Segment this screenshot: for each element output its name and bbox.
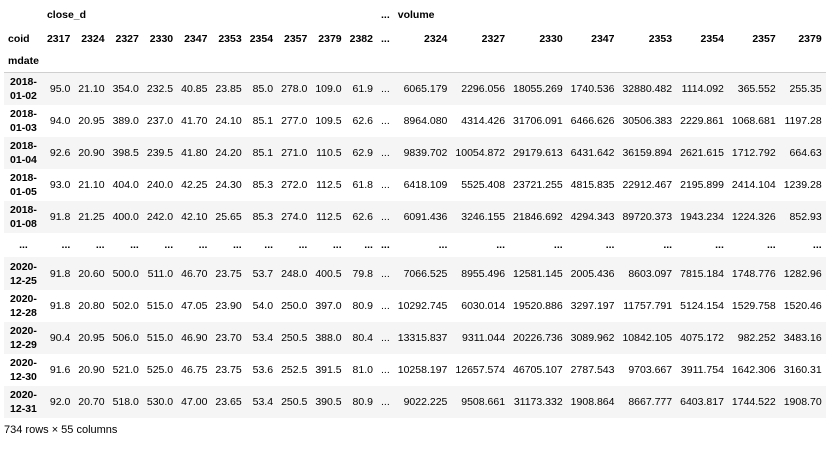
cell-close: 248.0 [281, 267, 308, 280]
cell-close: 277.0 [281, 114, 308, 127]
cell-volume: 1068.681 [731, 114, 776, 127]
cell-close: 53.6 [252, 364, 274, 377]
cell-volume: 5525.408 [461, 179, 506, 192]
group-header-ellipsis: ... [380, 8, 390, 21]
column-header-close: 2357 [283, 32, 308, 45]
cell-close: 242.0 [146, 211, 174, 224]
cell-close: 20.70 [78, 396, 105, 409]
cell-volume: 9508.661 [461, 396, 506, 409]
cell-volume: 36159.894 [622, 146, 673, 159]
header-row-index-name [4, 50, 826, 73]
cell-volume: 6065.179 [403, 82, 448, 95]
cell-close: ... [364, 239, 373, 252]
column-header-volume: 2357 [752, 32, 776, 45]
cell-ellipsis: ... [380, 82, 390, 95]
cell-close: 250.5 [281, 396, 308, 409]
table-row [4, 257, 826, 289]
index-name-label: mdate [8, 55, 39, 67]
cell-volume: 6418.109 [403, 179, 448, 192]
cell-close: 42.25 [181, 179, 208, 192]
cell-volume: 7066.525 [403, 267, 448, 280]
cell-volume: ... [605, 239, 615, 252]
cell-ellipsis: ... [380, 267, 390, 280]
cell-volume: 1744.522 [731, 396, 776, 409]
cell-volume: 1529.758 [731, 299, 776, 312]
cell-volume: 8667.777 [628, 396, 673, 409]
cell-volume: 22912.467 [622, 179, 673, 192]
cell-volume: 18055.269 [513, 82, 563, 95]
cell-volume: 2005.436 [570, 267, 615, 280]
cell-volume: 29179.613 [513, 146, 563, 159]
column-header-volume: 2354 [700, 32, 724, 45]
cell-close: 502.0 [112, 299, 139, 312]
cell-close: 400.5 [315, 267, 342, 280]
cell-volume: ... [496, 239, 506, 252]
cell-volume: 1520.46 [783, 299, 822, 312]
cell-close: 511.0 [147, 267, 174, 280]
cell-close: 232.5 [146, 82, 174, 95]
cell-close: 515.0 [146, 299, 174, 312]
cell-close: 91.8 [49, 299, 71, 312]
cell-close: 21.10 [78, 82, 105, 95]
cell-close: 92.6 [49, 146, 71, 159]
column-header-close: 2330 [149, 32, 174, 45]
cell-close: 90.4 [49, 331, 71, 344]
header-corner [4, 2, 43, 27]
column-header-close: 2379 [318, 32, 342, 45]
cell-close: 41.70 [181, 114, 208, 127]
cell-volume: 10842.105 [622, 331, 673, 344]
cell-volume: 19520.886 [513, 299, 563, 312]
cell-close: 391.5 [315, 364, 342, 377]
cell-volume: 3246.155 [461, 211, 506, 224]
cell-volume: 664.63 [789, 146, 822, 159]
row-index-date: 2020-12-29 [10, 324, 37, 351]
cell-volume: 6403.817 [680, 396, 724, 409]
cell-volume: 1943.234 [680, 211, 724, 224]
cell-close: 23.65 [215, 396, 242, 409]
cell-volume: 9311.044 [462, 331, 506, 344]
cell-close: 80.4 [352, 331, 373, 344]
header-row-groups [4, 2, 826, 27]
cell-ellipsis: ... [380, 299, 390, 312]
cell-close: ... [164, 239, 174, 252]
cell-close: 109.5 [315, 114, 342, 127]
column-header-volume: 2379 [798, 32, 822, 45]
cell-volume: 1740.536 [570, 82, 615, 95]
cell-volume: 8955.496 [461, 267, 506, 280]
cell-ellipsis: ... [380, 211, 390, 224]
cell-close: 252.5 [281, 364, 308, 377]
cell-volume: 31173.332 [513, 396, 563, 409]
cell-close: 272.0 [281, 179, 308, 192]
cell-volume: 89720.373 [622, 211, 673, 224]
cell-volume: 3297.197 [570, 299, 615, 312]
cell-close: 109.0 [315, 82, 342, 95]
cell-volume: 3160.31 [783, 364, 822, 377]
table-row [4, 290, 826, 322]
table-row [4, 201, 826, 233]
column-header-close: 2324 [81, 32, 105, 45]
cell-close: 91.8 [49, 267, 71, 280]
shape-summary: 734 rows × 55 columns [4, 424, 118, 436]
cell-close: 80.9 [352, 299, 373, 312]
cell-volume: 8603.097 [628, 267, 673, 280]
column-header-ellipsis: ... [380, 32, 390, 45]
cell-ellipsis: ... [380, 179, 390, 192]
cell-close: 46.75 [181, 364, 208, 377]
cell-close: 389.0 [112, 114, 139, 127]
cell-volume: 10258.197 [397, 364, 448, 377]
cell-close: 398.5 [112, 146, 139, 159]
cell-volume: ... [663, 239, 673, 252]
cell-close: 23.90 [215, 299, 242, 312]
cell-volume: 3483.16 [783, 331, 822, 344]
cell-volume: ... [766, 239, 776, 252]
cell-close: 240.0 [146, 179, 174, 192]
cell-close: 388.0 [315, 331, 342, 344]
row-index-date: 2018-01-04 [10, 139, 37, 166]
cell-volume: 31706.091 [513, 114, 563, 127]
cell-volume: 23721.255 [513, 179, 563, 192]
cell-volume: 3911.754 [680, 364, 724, 377]
cell-close: 41.80 [181, 146, 208, 159]
cell-close: ... [332, 239, 342, 252]
table-body [4, 73, 826, 419]
cell-close: 112.5 [316, 179, 342, 192]
cell-close: 354.0 [112, 82, 139, 95]
cell-volume: ... [553, 239, 563, 252]
cell-close: 85.3 [252, 179, 274, 192]
cell-close: 20.60 [78, 267, 105, 280]
cell-close: 80.9 [352, 396, 373, 409]
cell-volume: 21846.692 [513, 211, 563, 224]
cell-close: 53.4 [252, 396, 274, 409]
cell-close: 390.5 [315, 396, 342, 409]
cell-close: 79.8 [352, 267, 373, 280]
cell-close: 94.0 [49, 114, 71, 127]
cell-close: 112.5 [316, 211, 342, 224]
cell-close: 25.65 [215, 211, 242, 224]
cell-close: 20.95 [78, 331, 105, 344]
cell-volume: 1224.326 [731, 211, 776, 224]
cell-close: 53.7 [252, 267, 274, 280]
cell-close: 24.10 [215, 114, 242, 127]
cell-volume: 2296.056 [461, 82, 506, 95]
cell-close: 23.75 [215, 364, 242, 377]
table-row [4, 137, 826, 169]
cell-close: ... [130, 239, 139, 252]
cell-close: 23.70 [215, 331, 242, 344]
cell-volume: 2229.861 [680, 114, 724, 127]
cell-close: ... [95, 239, 105, 252]
cell-close: 521.0 [112, 364, 139, 377]
cell-volume: 1908.70 [783, 396, 822, 409]
cell-close: 21.10 [78, 179, 105, 192]
cell-close: 404.0 [112, 179, 139, 192]
cell-volume: 1114.092 [681, 82, 724, 95]
cell-close: 93.0 [49, 179, 71, 192]
cell-close: 46.90 [181, 331, 208, 344]
cell-close: 46.70 [181, 267, 208, 280]
cell-close: 237.0 [146, 114, 174, 127]
cell-volume: 1282.96 [783, 267, 822, 280]
cell-close: 62.6 [352, 114, 373, 127]
cell-volume: 12657.574 [455, 364, 506, 377]
cell-close: 91.6 [49, 364, 71, 377]
cell-ellipsis: ... [380, 146, 390, 159]
cell-volume: 1748.776 [731, 267, 776, 280]
cell-close: 85.1 [252, 146, 274, 159]
cell-close: 62.9 [352, 146, 373, 159]
cell-close: 81.0 [352, 364, 373, 377]
table-row [4, 105, 826, 137]
cell-close: 250.5 [281, 331, 308, 344]
cell-volume: 2621.615 [680, 146, 724, 159]
cell-volume: 12581.145 [513, 267, 563, 280]
table-row [4, 386, 826, 418]
cell-close: 400.0 [112, 211, 139, 224]
cell-close: 23.75 [215, 267, 242, 280]
cell-volume: 2195.899 [680, 179, 724, 192]
cell-close: 506.0 [112, 331, 139, 344]
table-row [4, 354, 826, 386]
cell-volume: 2414.104 [731, 179, 776, 192]
row-index-date: 2020-12-28 [10, 292, 37, 319]
table-row [4, 73, 826, 105]
row-index-date: 2020-12-30 [10, 357, 37, 384]
column-header-volume: 2353 [648, 32, 673, 45]
cell-close: 278.0 [281, 82, 308, 95]
cell-close: 271.0 [281, 146, 308, 159]
column-header-close: 2347 [184, 32, 208, 45]
cell-volume: ... [812, 239, 822, 252]
cell-volume: 7815.184 [680, 267, 724, 280]
cell-close: 274.0 [281, 211, 308, 224]
cell-close: 54.0 [252, 299, 274, 312]
cell-close: 500.0 [112, 267, 139, 280]
cell-close: 20.90 [78, 146, 105, 159]
cell-volume: 4294.343 [570, 211, 615, 224]
cell-volume: 6466.626 [570, 114, 615, 127]
cell-close: 42.10 [181, 211, 208, 224]
dataframe-table [4, 2, 826, 418]
cell-volume: 852.93 [789, 211, 822, 224]
column-header-volume: 2327 [481, 32, 506, 45]
row-index-date: 2018-01-02 [10, 75, 37, 102]
cell-close: 62.6 [352, 211, 373, 224]
cell-volume: 6091.436 [403, 211, 448, 224]
row-index-date: 2020-12-25 [10, 260, 37, 287]
table-row [4, 322, 826, 354]
cell-volume: 9703.667 [628, 364, 673, 377]
cell-close: 250.0 [281, 299, 308, 312]
cell-close: 239.5 [146, 146, 174, 159]
cell-close: 20.95 [78, 114, 105, 127]
cell-close: 21.25 [78, 211, 105, 224]
header-row-columns [4, 27, 826, 50]
cell-volume: 13315.837 [397, 331, 448, 344]
cell-volume: 30506.383 [622, 114, 673, 127]
cell-close: 397.0 [315, 299, 342, 312]
column-header-close: 2353 [218, 32, 242, 45]
cell-ellipsis: ... [380, 364, 390, 377]
column-header-volume: 2330 [539, 32, 563, 45]
row-index-date: ... [19, 239, 28, 252]
cell-volume: 9839.702 [403, 146, 448, 159]
cell-volume: 46705.107 [513, 364, 563, 377]
cell-volume: 2787.543 [570, 364, 615, 377]
cell-close: 24.20 [215, 146, 242, 159]
cell-close: ... [298, 239, 308, 252]
cell-close: 23.85 [215, 82, 242, 95]
cell-close: 24.30 [215, 179, 242, 192]
cell-close: 20.90 [78, 364, 105, 377]
table-row [4, 169, 826, 201]
cell-close: 47.05 [181, 299, 208, 312]
cell-volume: 32880.482 [622, 82, 673, 95]
cell-close: ... [61, 239, 71, 252]
column-header-close: 2354 [249, 32, 274, 45]
cell-volume: 1712.792 [731, 146, 776, 159]
row-index-date: 2018-01-03 [10, 107, 37, 134]
group-header-close: close_d [46, 8, 87, 21]
cell-close: 91.8 [49, 211, 71, 224]
cell-ellipsis: ... [380, 396, 390, 409]
column-level-label: coid [8, 32, 30, 45]
cell-volume: 6431.642 [570, 146, 615, 159]
cell-close: 40.85 [181, 82, 208, 95]
cell-volume: 10292.745 [397, 299, 448, 312]
header-filler [43, 50, 826, 73]
cell-volume: 9022.225 [403, 396, 448, 409]
cell-volume: ... [715, 239, 724, 252]
cell-volume: 20226.736 [513, 331, 563, 344]
cell-volume: 4075.172 [680, 331, 724, 344]
cell-volume: 3089.962 [570, 331, 615, 344]
cell-volume: 255.35 [789, 82, 822, 95]
cell-ellipsis: ... [380, 331, 390, 344]
cell-close: 515.0 [146, 331, 174, 344]
cell-close: 47.00 [181, 396, 208, 409]
cell-volume: 1642.306 [731, 364, 776, 377]
cell-close: 110.5 [316, 146, 342, 159]
cell-volume: 1197.28 [784, 114, 822, 127]
cell-close: ... [232, 239, 242, 252]
cell-ellipsis: ... [380, 114, 390, 127]
cell-volume: 4815.835 [570, 179, 615, 192]
cell-close: 20.80 [78, 299, 105, 312]
cell-volume: 1908.864 [570, 396, 615, 409]
column-header-volume: 2324 [424, 32, 448, 45]
row-index-date: 2018-01-08 [10, 204, 37, 231]
cell-close: 95.0 [49, 82, 71, 95]
row-index-date: 2018-01-05 [10, 172, 37, 199]
cell-close: ... [264, 239, 274, 252]
cell-close: 85.1 [252, 114, 274, 127]
cell-close: ... [198, 239, 208, 252]
column-header-close: 2382 [349, 32, 373, 45]
cell-close: 85.0 [252, 82, 274, 95]
cell-volume: 10054.872 [455, 146, 506, 159]
column-header-volume: 2347 [591, 32, 615, 45]
cell-volume: 6030.014 [461, 299, 506, 312]
cell-close: 92.0 [49, 396, 71, 409]
cell-close: 61.9 [352, 82, 373, 95]
cell-volume: ... [438, 239, 448, 252]
cell-volume: 982.252 [737, 331, 776, 344]
cell-close: 53.4 [252, 331, 274, 344]
cell-close: 525.0 [146, 364, 174, 377]
cell-volume: 8964.080 [403, 114, 448, 127]
column-header-close: 2317 [46, 32, 71, 45]
cell-volume: 11757.791 [623, 299, 673, 312]
cell-close: 85.3 [252, 211, 274, 224]
row-index-date: 2020-12-31 [10, 389, 37, 416]
cell-volume: 365.552 [737, 82, 776, 95]
cell-ellipsis: ... [380, 239, 390, 252]
cell-volume: 5124.154 [680, 299, 724, 312]
cell-close: 61.8 [352, 179, 373, 192]
group-header-volume: volume [397, 8, 435, 21]
column-header-close: 2327 [115, 32, 139, 45]
cell-close: 530.0 [146, 396, 174, 409]
cell-volume: 1239.28 [783, 179, 822, 192]
ellipsis-row [4, 233, 826, 257]
cell-close: 518.0 [112, 396, 139, 409]
cell-volume: 4314.426 [461, 114, 506, 127]
